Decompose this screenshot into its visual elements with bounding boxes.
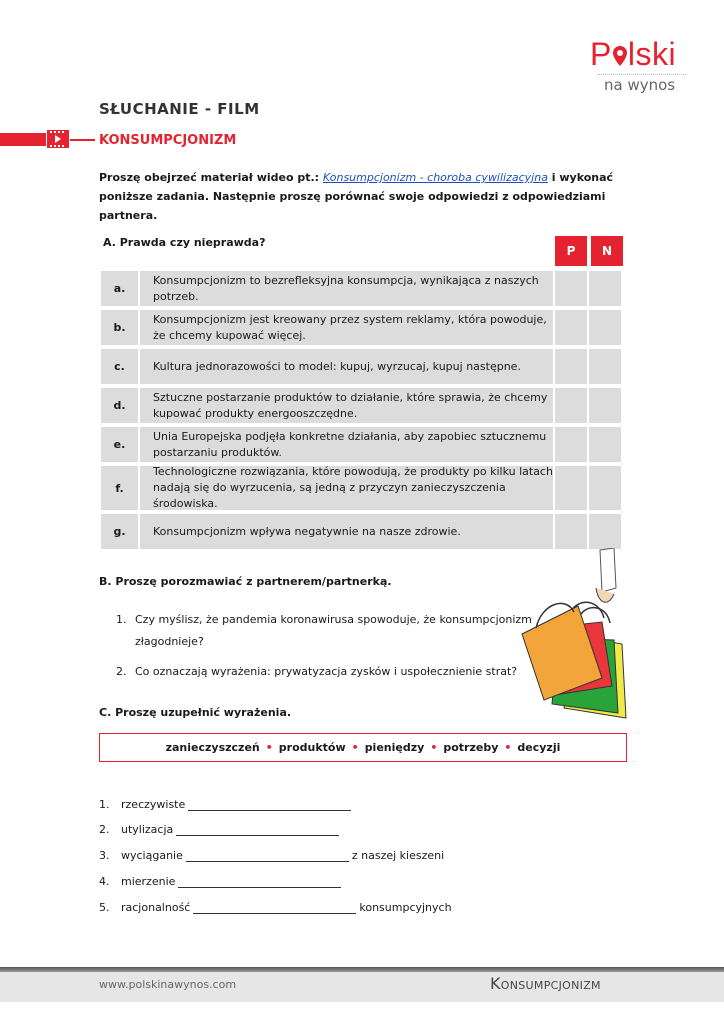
word-bank-item: produktów — [278, 741, 346, 754]
answer-blank[interactable] — [178, 878, 341, 888]
film-icon — [47, 130, 69, 148]
bullet-icon: • — [430, 741, 438, 754]
true-answer-box[interactable] — [555, 427, 587, 462]
logo-pin-icon — [612, 40, 628, 60]
table-row — [101, 349, 624, 384]
row-statement: Konsumpcjonizm to bezrefleksyjna konsumpcja, wynikająca z naszych potrzeb. — [140, 271, 553, 306]
word-bank-item: zanieczyszczeń — [165, 741, 260, 754]
row-statement: Konsumpcjonizm wpływa negatywnie na nasze zdrowie. — [140, 514, 553, 549]
table-row — [101, 271, 624, 306]
row-letter: d. — [101, 388, 138, 423]
divider — [70, 139, 95, 141]
true-answer-box[interactable] — [555, 514, 587, 549]
true-answer-box[interactable] — [555, 466, 587, 510]
row-letter: e. — [101, 427, 138, 462]
word-bank-item: potrzeby — [443, 741, 499, 754]
row-letter: b. — [101, 310, 138, 345]
video-link[interactable]: Konsumpcjonizm - choroba cywilizacyjna — [322, 171, 548, 184]
fill-item-3: 3. wyciąganie z naszej kieszeni — [99, 849, 445, 862]
row-statement: Unia Europejska podjęła konkretne działania, aby zapobiec sztucznemu postarzaniu produktów. — [140, 427, 553, 462]
row-letter: f. — [101, 466, 138, 510]
word-bank-item: decyzji — [517, 741, 561, 754]
table-row — [101, 388, 624, 423]
part-c-title: C. Proszę uzupełnić wyrażenia. — [99, 706, 292, 719]
fill-item-5: 5. racjonalność konsumpcyjnych — [99, 901, 452, 914]
row-letter: c. — [101, 349, 138, 384]
word-bank-item: pieniędzy — [364, 741, 425, 754]
true-answer-box[interactable] — [555, 271, 587, 306]
topic-title: KONSUMPCJONIZM — [99, 133, 237, 148]
false-answer-box[interactable] — [589, 466, 621, 510]
answer-blank[interactable] — [176, 826, 339, 836]
false-answer-box[interactable] — [589, 427, 621, 462]
bullet-icon: • — [504, 741, 512, 754]
fill-item-1: 1. rzeczywiste — [99, 798, 354, 811]
section-title: SŁUCHANIE - FILM — [99, 100, 260, 118]
bullet-icon: • — [265, 741, 273, 754]
shopping-bags-illustration — [518, 548, 630, 728]
intro-text: Proszę obejrzeć materiał wideo pt.: Konsumpcjonizm - choroba cywilizacyjna i wykonać poniższe zadania. Następnie proszę porównać swoje odpowiedzi z odpowiedziami partnera. — [99, 171, 614, 222]
true-answer-box[interactable] — [555, 388, 587, 423]
part-b-title: B. Proszę porozmawiać z partnerem/partnerką. — [99, 575, 392, 588]
table-row — [101, 310, 624, 345]
red-band — [0, 133, 46, 146]
row-letter: g. — [101, 514, 138, 549]
row-letter: a. — [101, 271, 138, 306]
answer-blank[interactable] — [186, 852, 349, 862]
footer-title: Konsumpcjonizm — [490, 974, 601, 993]
fill-item-4: 4. mierzenie — [99, 875, 344, 888]
row-statement: Technologiczne rozwiązania, które powodują, że produkty po kilku latach nadają się do wyrzucenia, są jedną z przyczyn zanieczyszczenia środowiska. — [140, 466, 553, 510]
word-bank — [99, 733, 627, 762]
answer-blank[interactable] — [188, 801, 351, 811]
table-row — [101, 427, 624, 462]
table-row — [101, 514, 624, 549]
false-answer-box[interactable] — [589, 310, 621, 345]
polski-na-wynos-logo: P lski na wynos — [590, 38, 690, 93]
false-answer-box[interactable] — [589, 349, 621, 384]
fill-item-2: 2. utylizacja — [99, 823, 342, 836]
true-answer-box[interactable] — [555, 310, 587, 345]
false-answer-box[interactable] — [589, 514, 621, 549]
question-1: 1. Czy myślisz, że pandemia koronawirusa spowoduje, że konsumpcjonizm złagodnieje? — [116, 613, 532, 648]
table-row — [101, 466, 624, 510]
column-false-header: N — [591, 236, 623, 266]
question-2: 2. Co oznaczają wyrażenia: prywatyzacja zysków i uspołecznienie strat? — [116, 665, 518, 678]
footer-url[interactable]: www.polskinawynos.com — [99, 978, 237, 991]
part-a-title: A. Prawda czy nieprawda? — [103, 236, 266, 249]
false-answer-box[interactable] — [589, 388, 621, 423]
column-true-header: P — [555, 236, 587, 266]
bullet-icon: • — [351, 741, 359, 754]
true-answer-box[interactable] — [555, 349, 587, 384]
row-statement: Konsumpcjonizm jest kreowany przez system reklamy, która powoduje, że chcemy kupować więcej. — [140, 310, 553, 345]
row-statement: Sztuczne postarzanie produktów to działanie, które sprawia, że chcemy kupować produkty energooszczędne. — [140, 388, 553, 423]
row-statement: Kultura jednorazowości to model: kupuj, wyrzucaj, kupuj następne. — [140, 349, 553, 384]
false-answer-box[interactable] — [589, 271, 621, 306]
answer-blank[interactable] — [193, 904, 356, 914]
